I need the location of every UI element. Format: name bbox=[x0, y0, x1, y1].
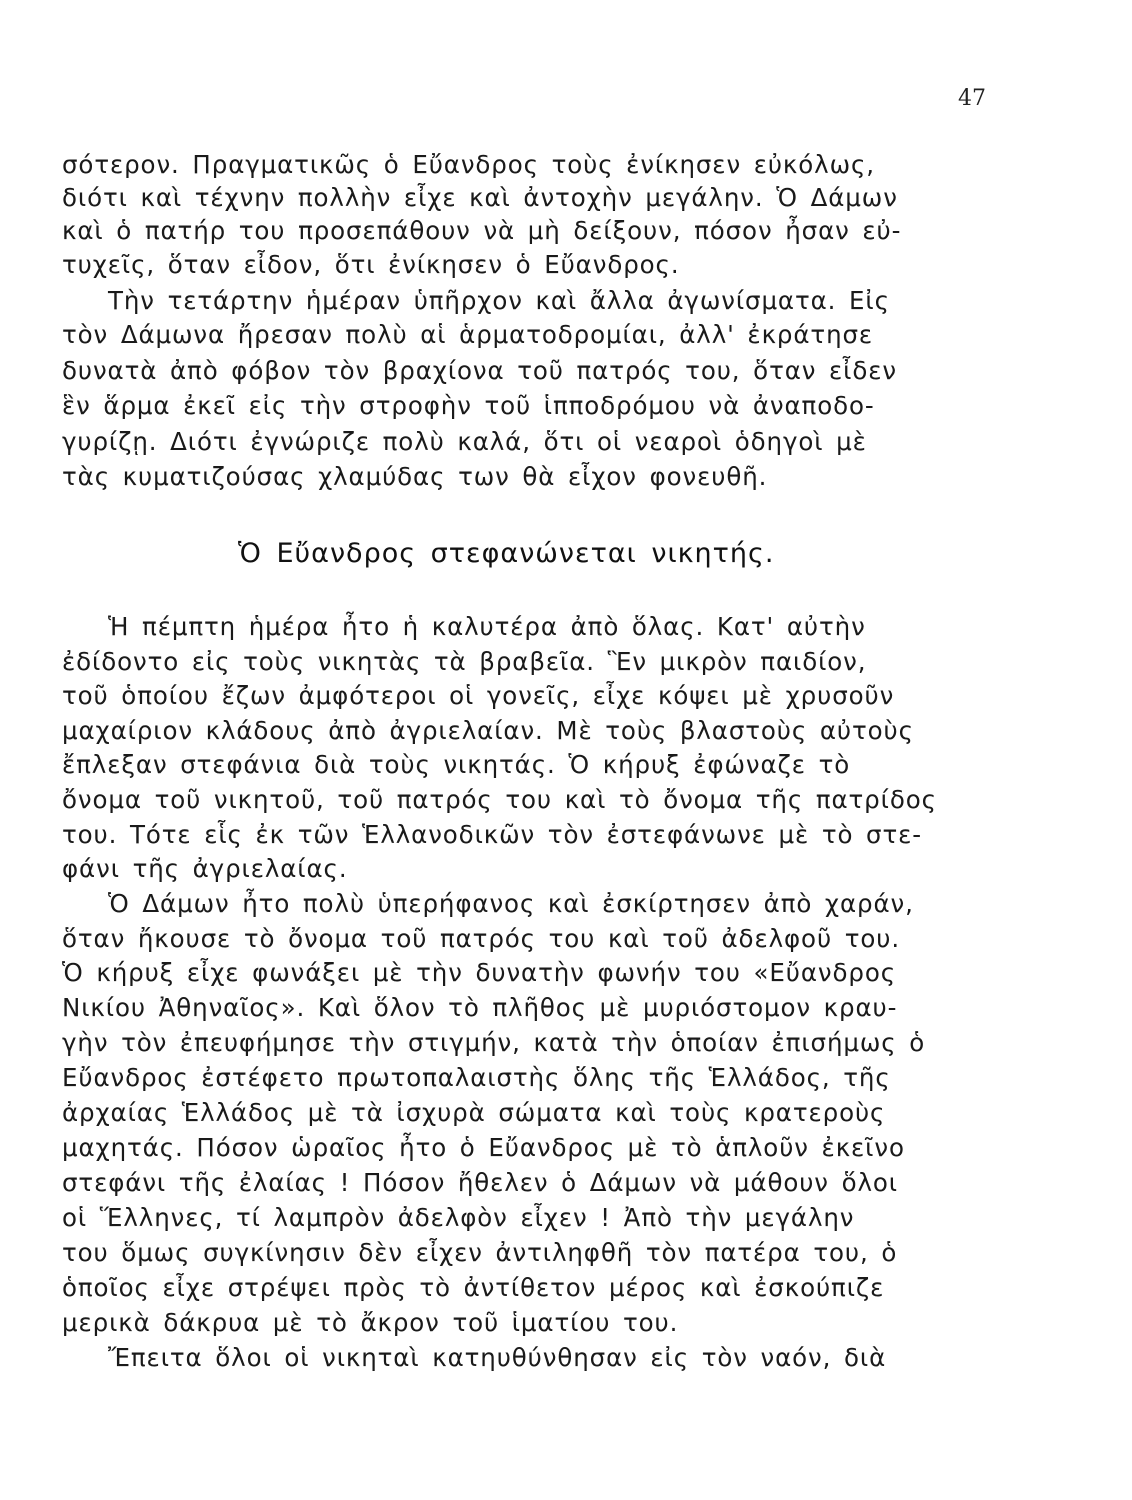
text-line: γυρίζῃ. Διότι ἐγνώριζε πολὺ καλά, ὅτι οἱ νεαροὶ ὁδηγοὶ μὲ bbox=[62, 427, 867, 456]
text-line: τὸν Δάμωνα ἤρεσαν πολὺ αἱ ἁρματοδρομίαι, ἀλλ' ἐκράτησε bbox=[62, 320, 874, 349]
text-line: Ἡ πέμπτη ἡμέρα ἦτο ἡ καλυτέρα ἀπὸ ὅλας. Κατ' αὐτὴν bbox=[108, 612, 866, 641]
text-line: του ὅμως συγκίνησιν δὲν εἶχεν ἀντιληφθῆ τὸν πατέρα του, ὁ bbox=[62, 1238, 898, 1267]
text-line: τὰς κυματιζούσας χλαμύδας των θὰ εἶχον φονευθῆ. bbox=[62, 462, 768, 491]
text-line: Ὁ κήρυξ εἶχε φωνάξει μὲ τὴν δυνατὴν φωνήν του «Εὔανδρος bbox=[62, 958, 897, 987]
text-line: καὶ ὁ πατήρ του προσεπάθουν νὰ μὴ δείξουν, πόσον ἦσαν εὐ- bbox=[62, 216, 902, 245]
text-line: διότι καὶ τέχνην πολλὴν εἶχε καὶ ἀντοχὴν μεγάλην. Ὁ Δάμων bbox=[62, 183, 898, 212]
text-line: οἱ Ἕλληνες, τί λαμπρὸν ἀδελφὸν εἶχεν ! Ἀπὸ τὴν μεγάλην bbox=[62, 1203, 855, 1232]
text-line: ὅταν ἤκουσε τὸ ὄνομα τοῦ πατρός του καὶ τοῦ ἀδελφοῦ του. bbox=[62, 924, 901, 953]
text-line: δυνατὰ ἀπὸ φόβον τὸν βραχίονα τοῦ πατρός του, ὅταν εἶδεν bbox=[62, 356, 897, 385]
text-line: ὄνομα τοῦ νικητοῦ, τοῦ πατρός του καὶ τὸ ὄνομα τῆς πατρίδος bbox=[62, 785, 937, 814]
text-line: ἓν ἅρμα ἐκεῖ εἰς τὴν στροφὴν τοῦ ἱπποδρόμου νὰ ἀναποδο- bbox=[62, 391, 875, 420]
text-line: του. Τότε εἷς ἐκ τῶν Ἑλλανοδικῶν τὸν ἐστεφάνωνε μὲ τὸ στε- bbox=[62, 820, 923, 849]
text-line: Ὁ Δάμων ἦτο πολὺ ὑπερήφανος καὶ ἐσκίρτησεν ἀπὸ χαράν, bbox=[108, 889, 914, 918]
text-line: στεφάνι τῆς ἐλαίας ! Πόσον ἤθελεν ὁ Δάμων νὰ μάθουν ὅλοι bbox=[62, 1168, 898, 1197]
text-line: φάνι τῆς ἀγριελαίας. bbox=[62, 854, 348, 883]
text-line: τυχεῖς, ὅταν εἶδον, ὅτι ἐνίκησεν ὁ Εὔανδρος. bbox=[62, 250, 680, 279]
text-line: Εὔανδρος ἐστέφετο πρωτοπαλαιστὴς ὅλης τῆς Ἑλλάδος, τῆς bbox=[62, 1063, 891, 1092]
text-line: σότερον. Πραγματικῶς ὁ Εὔανδρος τοὺς ἐνίκησεν εὐκόλως, bbox=[62, 150, 875, 179]
text-line: ἔπλεξαν στεφάνια διὰ τοὺς νικητάς. Ὁ κήρυξ ἐφώναζε τὸ bbox=[62, 750, 851, 779]
text-line: ἐδίδοντο εἰς τοὺς νικητὰς τὰ βραβεῖα. Ἓν μικρὸν παιδίον, bbox=[62, 647, 867, 676]
section-heading: Ὁ Εὔανδρος στεφανώνεται νικητής. bbox=[238, 538, 775, 569]
text-line: τοῦ ὁποίου ἔζων ἀμφότεροι οἱ γονεῖς, εἶχε κόψει μὲ χρυσοῦν bbox=[62, 681, 895, 710]
text-line: Νικίου Ἀθηναῖος». Καὶ ὅλον τὸ πλῆθος μὲ μυριόστομον κραυ- bbox=[62, 993, 898, 1022]
text-line: ἀρχαίας Ἑλλάδος μὲ τὰ ἰσχυρὰ σώματα καὶ τοὺς κρατεροὺς bbox=[62, 1098, 886, 1127]
text-line: Ἔπειτα ὅλοι οἱ νικηταὶ κατηυθύνθησαν εἰς τὸν ναόν, διὰ bbox=[108, 1343, 887, 1372]
page-number: 47 bbox=[958, 86, 986, 111]
text-line: ὁποῖος εἶχε στρέψει πρὸς τὸ ἀντίθετον μέρος καὶ ἐσκούπιζε bbox=[62, 1273, 885, 1302]
text-line: μερικὰ δάκρυα μὲ τὸ ἄκρον τοῦ ἱματίου του. bbox=[62, 1308, 679, 1337]
text-line: Τὴν τετάρτην ἡμέραν ὑπῆρχον καὶ ἄλλα ἀγωνίσματα. Εἰς bbox=[108, 286, 890, 315]
text-line: γὴν τὸν ἐπευφήμησε τὴν στιγμήν, κατὰ τὴν ὁποίαν ἐπισήμως ὁ bbox=[62, 1028, 926, 1057]
text-line: μαχαίριον κλάδους ἀπὸ ἀγριελαίαν. Μὲ τοὺς βλαστοὺς αὐτοὺς bbox=[62, 716, 914, 745]
text-line: μαχητάς. Πόσον ὡραῖος ἦτο ὁ Εὔανδρος μὲ τὸ ἁπλοῦν ἐκεῖνο bbox=[62, 1133, 905, 1162]
